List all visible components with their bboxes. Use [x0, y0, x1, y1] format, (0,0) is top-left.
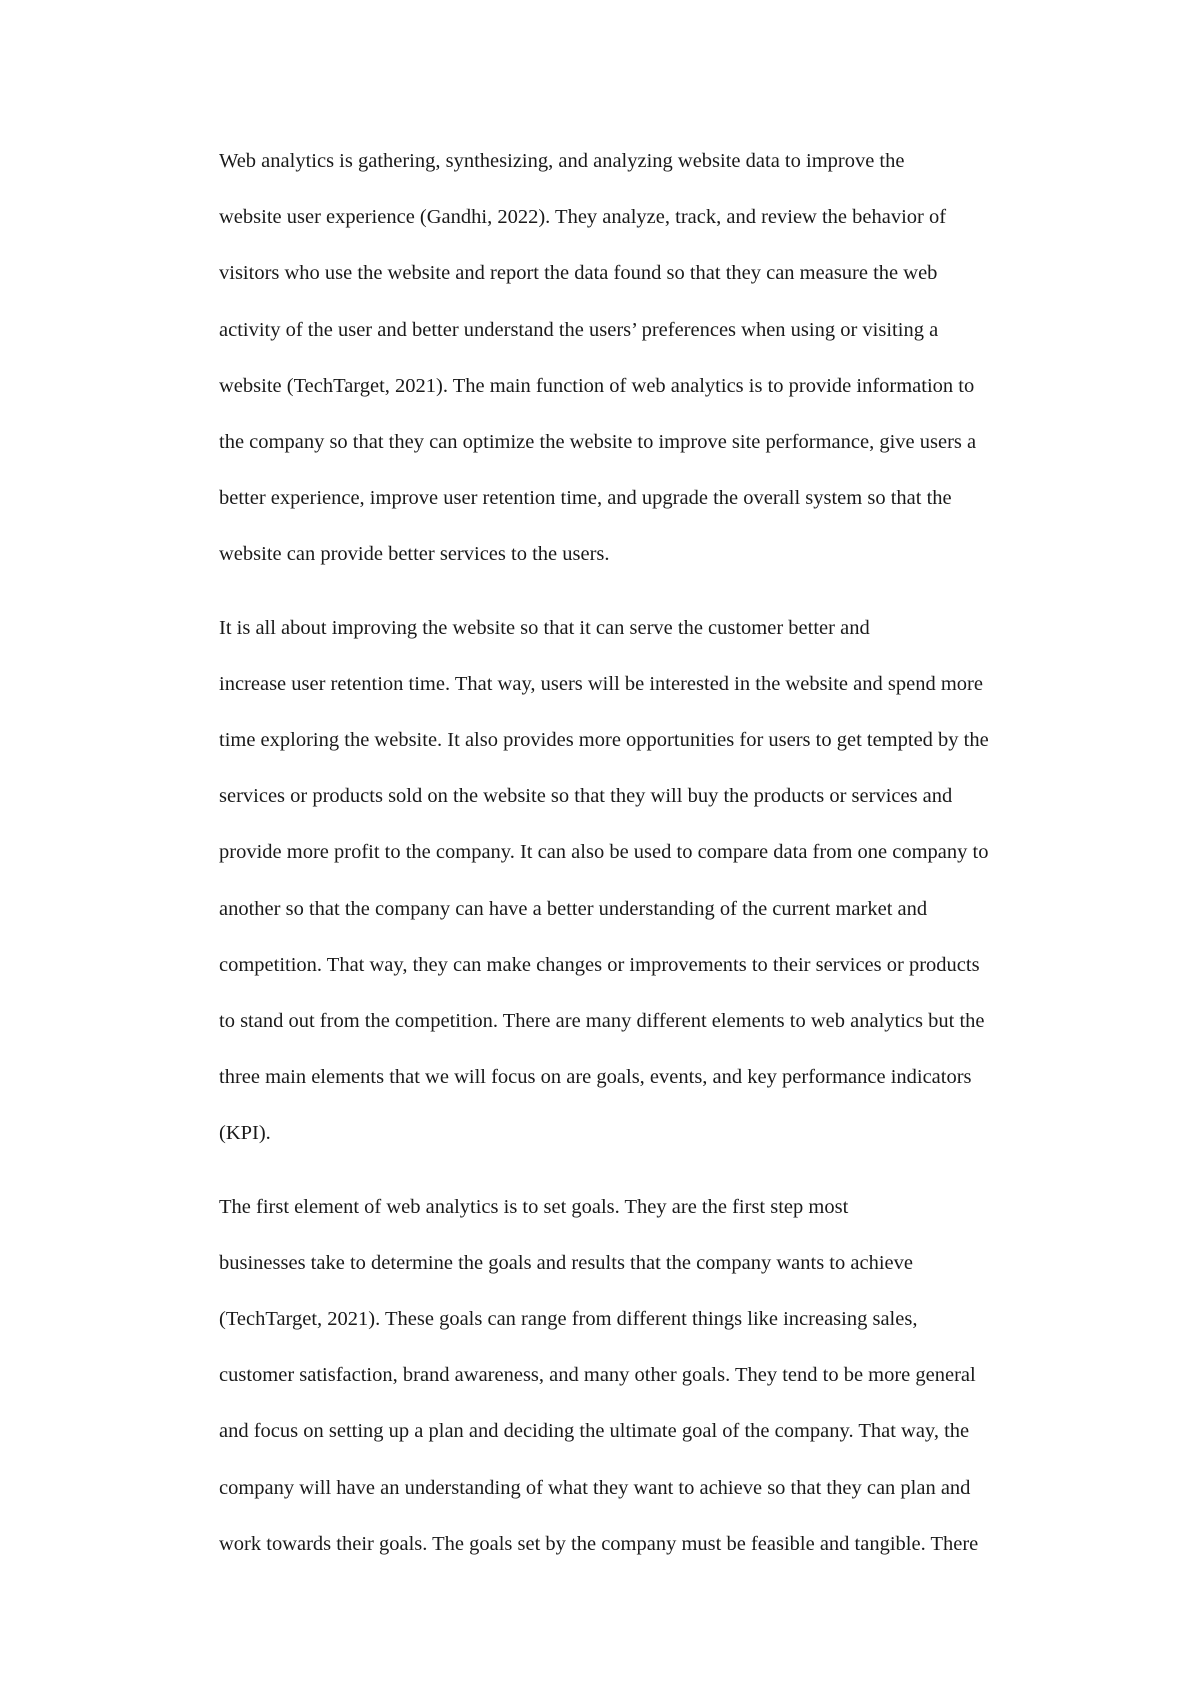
text-line: three main elements that we will focus on are goals, events, and key performance indicators [219, 1066, 972, 1089]
text-line: work towards their goals. The goals set by the company must be feasible and tangible. There [219, 1532, 979, 1555]
text-line: services or products sold on the website so that they will buy the products or services and [219, 785, 953, 808]
text-line: (TechTarget, 2021). These goals can range from different things like increasing sales, [219, 1308, 918, 1331]
text-line: another so that the company can have a better understanding of the current market and [219, 897, 928, 920]
text-line: businesses take to determine the goals and results that the company wants to achieve [219, 1251, 913, 1274]
paragraph-web-analytics-definition [146, 133, 1066, 583]
paragraph-setting-goals [146, 1179, 1066, 1572]
text-line: and focus on setting up a plan and deciding the ultimate goal of the company. That way, the [219, 1420, 970, 1443]
text-line: time exploring the website. It also provides more opportunities for users to get tempted by the [219, 729, 989, 752]
text-line: customer satisfaction, brand awareness, and many other goals. They tend to be more general [219, 1364, 976, 1387]
text-line: increase user retention time. That way, users will be interested in the website and spend more [219, 672, 983, 695]
text-line: It is all about improving the website so that it can serve the customer better and [219, 616, 870, 639]
text-line: activity of the user and better understand the users’ preferences when using or visiting a [219, 318, 939, 341]
text-line: website can provide better services to the users. [219, 543, 610, 566]
text-line: visitors who use the website and report the data found so that they can measure the web [219, 262, 938, 285]
text-line: to stand out from the competition. There are many different elements to web analytics but the [219, 1010, 985, 1033]
text-line: (KPI). [219, 1122, 271, 1145]
text-line: website user experience (Gandhi, 2022). They analyze, track, and review the behavior of [219, 206, 947, 229]
document-body [146, 133, 1066, 1589]
text-line: provide more profit to the company. It can also be used to compare data from one company to [219, 841, 989, 864]
text-line: company will have an understanding of what they want to achieve so that they can plan and [219, 1476, 971, 1499]
text-line: better experience, improve user retention time, and upgrade the overall system so that the [219, 487, 952, 510]
text-line: Web analytics is gathering, synthesizing, and analyzing website data to improve the [219, 150, 905, 172]
text-line: The first element of web analytics is to set goals. They are the first step most [219, 1195, 849, 1218]
paragraph-improving-website [146, 600, 1066, 1162]
text-line: website (TechTarget, 2021). The main function of web analytics is to provide information to [219, 374, 975, 397]
text-line: the company so that they can optimize the website to improve site performance, give users a [219, 431, 977, 454]
text-line: competition. That way, they can make changes or improvements to their services or products [219, 953, 980, 976]
